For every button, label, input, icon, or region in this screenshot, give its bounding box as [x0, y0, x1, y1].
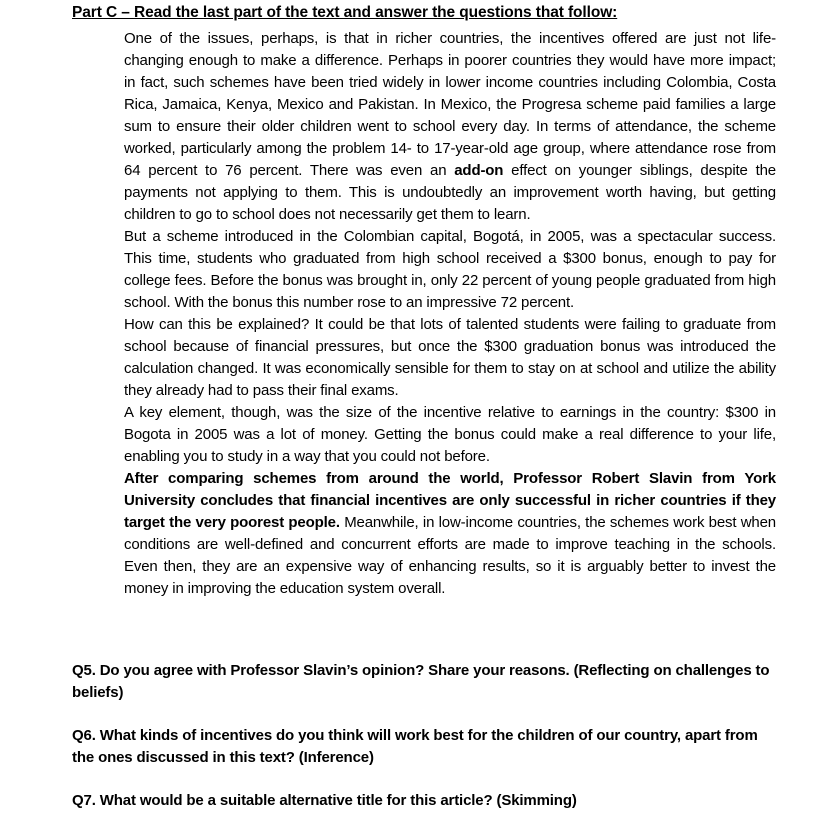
question-6: Q6. What kinds of incentives do you think will work best for the children of our country, apart from the ones discussed in this text? (Inference)	[72, 727, 758, 766]
question-7: Q7. What would be a suitable alternative title for this article? (Skimming)	[72, 792, 577, 809]
reading-passage	[124, 28, 776, 600]
paragraph-1-bold: add-on	[454, 162, 504, 179]
paragraph-5-end: Meanwhile, in low-income countries, the schemes work best when conditions are well-defined and concurrent efforts are made to improve teaching in the schools. Even then, they are an expensive way of enhancing results, so it is arguably better to invest the money in improving the education system overall.	[124, 514, 776, 597]
section-heading: Part C – Read the last part of the text and answer the questions that follow:	[72, 4, 618, 21]
paragraph-1	[124, 28, 776, 226]
paragraph-3: How can this be explained? It could be that lots of talented students were failing to graduate from school because of financial pressures, but once the $300 graduation bonus was introduced the calculation changed. It was economically sensible for them to stay on at school and utilize the ability they already had to pass their final exams.	[124, 316, 776, 399]
paragraph-1-start: One of the issues, perhaps, is that in richer countries, the incentives offered are just not life-changing enough to make a difference. Perhaps in poorer countries they would have more impact; in fact, such schemes have been tried widely in lower income countries including Colombia, Costa Rica, Jamaica, Kenya, Mexico and Pakistan. In Mexico, the Progresa scheme paid families a large sum to ensure their older children went to school every day. In terms of attendance, the scheme worked, particularly among the problem 14- to 17-year-old age group, where attendance rose from 64 percent to 76 percent. There was even an	[124, 30, 776, 179]
question-5: Q5. Do you agree with Professor Slavin’s opinion? Share your reasons. (Reflecting on challenges to beliefs)	[72, 662, 770, 701]
questions-list	[72, 660, 776, 833]
paragraph-1-end: effect on younger siblings, despite the payments not applying to them. This is undoubtedly an improvement worth having, but getting children to go to school does not necessarily get them to learn.	[124, 162, 776, 223]
paragraph-5	[124, 468, 776, 600]
paragraph-2: But a scheme introduced in the Colombian capital, Bogotá, in 2005, was a spectacular success. This time, students who graduated from high school received a $300 bonus, enough to pay for college fees. Before the bonus was brought in, only 22 percent of young people graduated from high school. With the bonus this number rose to an impressive 72 percent.	[124, 228, 776, 311]
paragraph-4: A key element, though, was the size of the incentive relative to earnings in the country: $300 in Bogota in 2005 was a lot of money. Getting the bonus could make a real difference to your life, enabling you to study in a way that you could not before.	[124, 404, 776, 465]
paragraph-5-bold: After comparing schemes from around the world, Professor Robert Slavin from York University concludes that financial incentives are only successful in richer countries if they target the very poorest people.	[124, 470, 776, 531]
